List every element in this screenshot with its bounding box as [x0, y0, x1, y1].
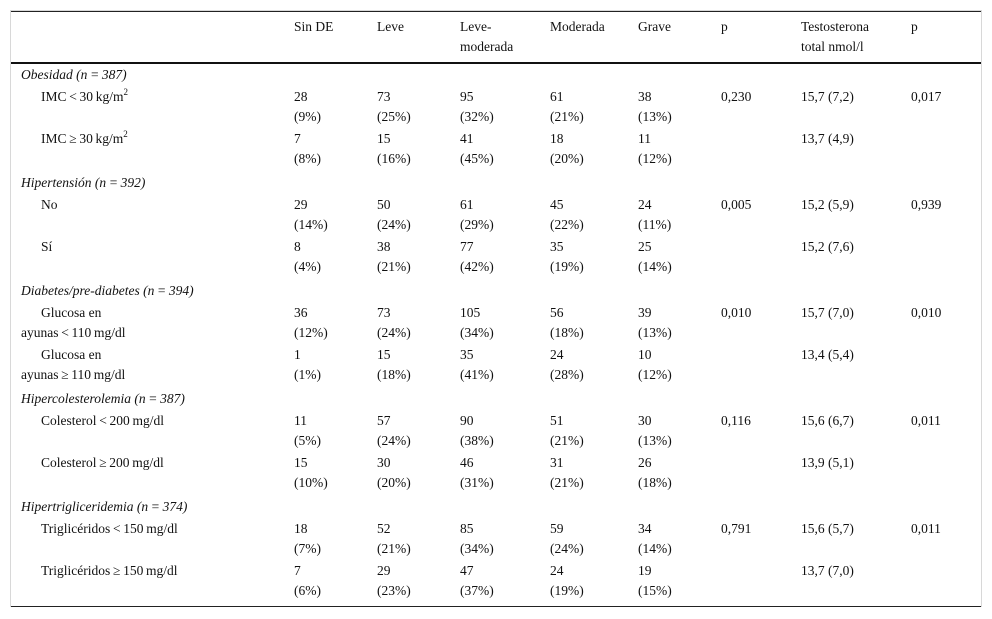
- cell-leve-moderada-pct: (32%): [460, 109, 494, 124]
- cell-sin-de: 1: [294, 347, 301, 362]
- cell-sin-de-pct: (1%): [294, 367, 321, 382]
- col-header-leve-moderada: Leve-: [460, 19, 492, 34]
- section-title-hipertension: Hipertensión (n = 392): [21, 175, 146, 190]
- cell-grave-pct: (13%): [638, 325, 672, 340]
- cell-sin-de-pct: (8%): [294, 151, 321, 166]
- cell-p2: 0,011: [911, 521, 941, 536]
- cell-leve-moderada-pct: (42%): [460, 259, 494, 274]
- cell-grave-pct: (11%): [638, 217, 672, 232]
- cell-leve: 50: [377, 197, 391, 212]
- cell-leve-moderada-pct: (38%): [460, 433, 494, 448]
- row-label: Colesterol ≥ 200 mg/dl: [41, 455, 164, 470]
- cell-moderada-pct: (24%): [550, 541, 584, 556]
- cell-leve: 57: [377, 413, 391, 428]
- cell-testosterona: 13,7 (4,9): [801, 131, 854, 146]
- cell-grave: 38: [638, 89, 652, 104]
- row-label: IMC < 30 $kg/m^2$: [41, 87, 128, 104]
- cell-leve-moderada: 47: [460, 563, 474, 578]
- section-title-hipercolesterolemia: Hipercolesterolemia (n = 387): [21, 391, 185, 406]
- cell-p: 0,005: [721, 197, 752, 212]
- row-label: Sí: [41, 239, 53, 254]
- cell-moderada: 56: [550, 305, 564, 320]
- cell-moderada-pct: (19%): [550, 583, 584, 598]
- cell-moderada-pct: (28%): [550, 367, 584, 382]
- cell-grave: 26: [638, 455, 652, 470]
- cell-grave-pct: (12%): [638, 367, 672, 382]
- cell-sin-de: 36: [294, 305, 308, 320]
- cell-sin-de-pct: (12%): [294, 325, 328, 340]
- cell-leve-pct: (16%): [377, 151, 411, 166]
- cell-leve: 15: [377, 131, 391, 146]
- cell-grave: 39: [638, 305, 652, 320]
- cell-leve-pct: (25%): [377, 109, 411, 124]
- cell-sin-de: 7: [294, 563, 301, 578]
- cell-sin-de-pct: (9%): [294, 109, 321, 124]
- cell-grave-pct: (13%): [638, 109, 672, 124]
- cell-p2: 0,017: [911, 89, 942, 104]
- cell-moderada: 24: [550, 563, 564, 578]
- col-header-p: p: [721, 19, 728, 34]
- cell-leve-moderada-pct: (29%): [460, 217, 494, 232]
- row-label: Triglicéridos < 150 mg/dl: [41, 521, 178, 536]
- cell-p2: 0,011: [911, 413, 941, 428]
- cell-testosterona: 15,6 (5,7): [801, 521, 854, 536]
- cell-moderada: 18: [550, 131, 564, 146]
- cell-testosterona: 13,9 (5,1): [801, 455, 854, 470]
- table-header-rule: [11, 62, 981, 64]
- cell-p2: 0,010: [911, 305, 942, 320]
- cell-grave: 24: [638, 197, 652, 212]
- cell-moderada-pct: (18%): [550, 325, 584, 340]
- col-header-leve-moderada-2: moderada: [460, 39, 514, 54]
- cell-leve: 73: [377, 305, 391, 320]
- cell-testosterona: 13,4 (5,4): [801, 347, 854, 362]
- cell-leve-moderada-pct: (45%): [460, 151, 494, 166]
- cell-sin-de: 11: [294, 413, 307, 428]
- row-label: Glucosa en: [41, 347, 102, 362]
- cell-sin-de-pct: (5%): [294, 433, 321, 448]
- cell-grave-pct: (15%): [638, 583, 672, 598]
- cell-testosterona: 13,7 (7,0): [801, 563, 854, 578]
- cell-sin-de-pct: (7%): [294, 541, 321, 556]
- cell-leve-pct: (23%): [377, 583, 411, 598]
- cell-p: 0,791: [721, 521, 752, 536]
- row-label-cont: ayunas ≥ 110 mg/dl: [21, 367, 126, 382]
- cell-grave-pct: (13%): [638, 433, 672, 448]
- cell-leve-pct: (21%): [377, 541, 411, 556]
- cell-grave: 11: [638, 131, 651, 146]
- cell-grave-pct: (14%): [638, 259, 672, 274]
- cell-leve-moderada: 95: [460, 89, 474, 104]
- cell-leve-moderada: 35: [460, 347, 474, 362]
- cell-testosterona: 15,7 (7,0): [801, 305, 854, 320]
- cell-leve-moderada-pct: (34%): [460, 541, 494, 556]
- cell-sin-de: 28: [294, 89, 308, 104]
- cell-sin-de: 7: [294, 131, 301, 146]
- cell-moderada: 51: [550, 413, 564, 428]
- cell-moderada-pct: (21%): [550, 433, 584, 448]
- cell-leve-moderada-pct: (37%): [460, 583, 494, 598]
- cell-grave-pct: (14%): [638, 541, 672, 556]
- cell-moderada: 24: [550, 347, 564, 362]
- cell-sin-de-pct: (10%): [294, 475, 328, 490]
- cell-leve: 30: [377, 455, 391, 470]
- row-label: No: [41, 197, 58, 212]
- cell-leve-pct: (18%): [377, 367, 411, 382]
- cell-sin-de-pct: (4%): [294, 259, 321, 274]
- cell-sin-de: 29: [294, 197, 308, 212]
- cell-grave: 10: [638, 347, 652, 362]
- cell-leve: 29: [377, 563, 391, 578]
- section-title-hipertrigliceridemia: Hipertrigliceridemia (n = 374): [21, 499, 188, 514]
- row-label-cont: ayunas < 110 mg/dl: [21, 325, 126, 340]
- cell-leve-moderada: 90: [460, 413, 474, 428]
- cell-leve: 52: [377, 521, 391, 536]
- cell-leve-pct: (24%): [377, 325, 411, 340]
- cell-leve-moderada: 41: [460, 131, 474, 146]
- cell-sin-de: 15: [294, 455, 308, 470]
- cell-leve: 73: [377, 89, 391, 104]
- cell-grave: 19: [638, 563, 652, 578]
- cell-grave: 25: [638, 239, 652, 254]
- col-header-sin-de: Sin DE: [294, 19, 334, 34]
- cell-leve-pct: (24%): [377, 217, 411, 232]
- cell-testosterona: 15,2 (7,6): [801, 239, 854, 254]
- row-label: Colesterol < 200 mg/dl: [41, 413, 164, 428]
- col-header-testosterona-2: total nmol/l: [801, 39, 864, 54]
- cell-moderada: 31: [550, 455, 564, 470]
- col-header-moderada: Moderada: [550, 19, 605, 34]
- cell-grave-pct: (18%): [638, 475, 672, 490]
- cell-leve-moderada: 61: [460, 197, 474, 212]
- cell-testosterona: 15,2 (5,9): [801, 197, 854, 212]
- cell-p: 0,230: [721, 89, 752, 104]
- cell-leve-moderada: 46: [460, 455, 474, 470]
- cell-sin-de-pct: (6%): [294, 583, 321, 598]
- col-header-grave: Grave: [638, 19, 671, 34]
- row-label: Triglicéridos ≥ 150 mg/dl: [41, 563, 178, 578]
- cell-moderada-pct: (20%): [550, 151, 584, 166]
- cell-testosterona: 15,7 (7,2): [801, 89, 854, 104]
- cell-sin-de: 18: [294, 521, 308, 536]
- cell-moderada-pct: (21%): [550, 109, 584, 124]
- cell-grave: 30: [638, 413, 652, 428]
- cell-leve-moderada-pct: (31%): [460, 475, 494, 490]
- cell-leve-pct: (20%): [377, 475, 411, 490]
- table-top-rule: [11, 11, 981, 12]
- row-label: IMC ≥ 30 $kg/m^2$: [41, 129, 128, 146]
- cell-testosterona: 15,6 (6,7): [801, 413, 854, 428]
- cell-moderada-pct: (19%): [550, 259, 584, 274]
- cell-leve-moderada-pct: (41%): [460, 367, 494, 382]
- cell-grave-pct: (12%): [638, 151, 672, 166]
- cell-p: 0,010: [721, 305, 752, 320]
- cell-leve: 15: [377, 347, 391, 362]
- cell-leve-moderada: 105: [460, 305, 481, 320]
- cell-moderada: 61: [550, 89, 564, 104]
- cell-leve-pct: (21%): [377, 259, 411, 274]
- col-header-leve: Leve: [377, 19, 404, 34]
- cell-grave: 34: [638, 521, 652, 536]
- cell-moderada: 59: [550, 521, 564, 536]
- cell-moderada: 35: [550, 239, 564, 254]
- cell-leve: 38: [377, 239, 391, 254]
- col-header-testosterona: Testosterona: [801, 19, 870, 34]
- cell-sin-de: 8: [294, 239, 301, 254]
- table-bottom-rule: [11, 606, 981, 607]
- row-label: Glucosa en: [41, 305, 102, 320]
- col-header-p2: p: [911, 19, 918, 34]
- section-title-obesidad: Obesidad (n = 387): [21, 67, 127, 82]
- cell-p2: 0,939: [911, 197, 942, 212]
- cell-moderada-pct: (22%): [550, 217, 584, 232]
- cell-leve-moderada-pct: (34%): [460, 325, 494, 340]
- cell-leve-moderada: 85: [460, 521, 474, 536]
- section-title-diabetes: Diabetes/pre-diabetes (n = 394): [21, 283, 194, 298]
- cell-moderada: 45: [550, 197, 564, 212]
- cell-moderada-pct: (21%): [550, 475, 584, 490]
- cell-sin-de-pct: (14%): [294, 217, 328, 232]
- cell-leve-pct: (24%): [377, 433, 411, 448]
- cell-p: 0,116: [721, 413, 751, 428]
- cell-leve-moderada: 77: [460, 239, 474, 254]
